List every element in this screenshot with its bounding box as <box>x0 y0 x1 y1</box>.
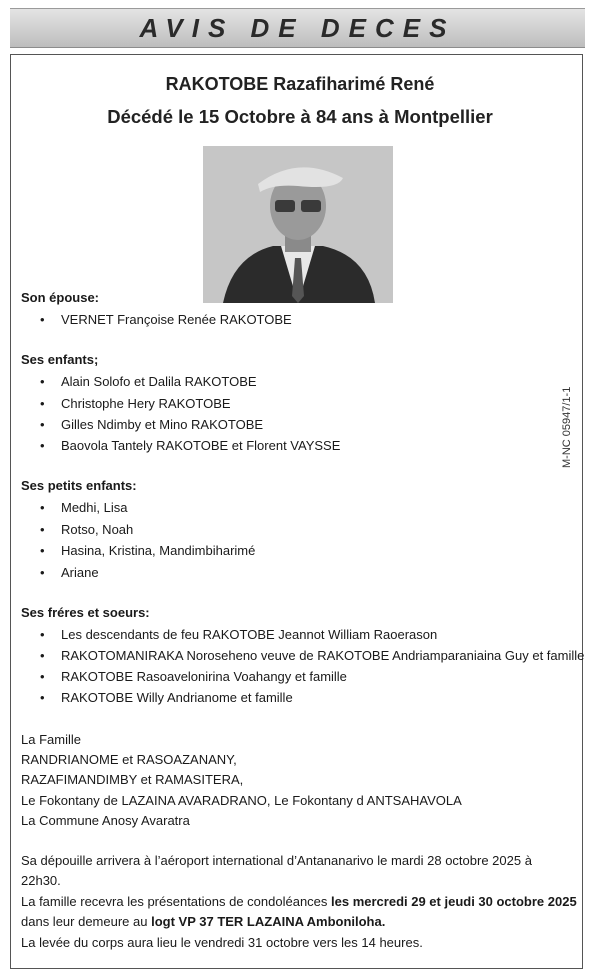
family-line: Le Fokontany de LAZAINA AVARADRANO, Le Fokontany d ANTSAHAVOLA <box>21 793 462 808</box>
notice-title: AVIS DE DECES <box>139 12 456 43</box>
siblings-heading: Ses fréres et soeurs: <box>21 605 150 620</box>
grandchildren-heading: Ses petits enfants: <box>21 478 137 493</box>
death-line: Décédé le 15 Octobre à 84 ans à Montpellier <box>107 106 493 127</box>
notice-header <box>10 8 585 48</box>
arrival-time: 22h30. <box>21 873 61 888</box>
condolences-line: La famille recevra les présentations de condoléances les mercredi 29 et jeudi 30 octobre 2025 <box>21 894 577 909</box>
family-line: RAZAFIMANDIMBY et RAMASITERA, <box>21 772 244 787</box>
residence-line: dans leur demeure au logt VP 37 TER LAZAINA Amboniloha. <box>21 914 386 929</box>
reference-code: M-NC 05947/1-1 <box>561 386 573 468</box>
family-line: La Commune Anosy Avaratra <box>21 813 190 828</box>
portrait-photo <box>203 146 393 303</box>
arrival-line: Sa dépouille arrivera à l’aéroport international d’Antananarivo le mardi 28 octobre 2025 à <box>21 853 532 868</box>
levee-line: La levée du corps aura lieu le vendredi 31 octobre vers les 14 heures. <box>21 935 423 950</box>
deceased-name: RAKOTOBE Razafiharimé René <box>165 74 435 94</box>
family-line: RANDRIANOME et RASOAZANANY, <box>21 752 237 767</box>
spouse-heading: Son épouse: <box>21 290 100 305</box>
family-line: La Famille <box>21 732 81 747</box>
children-heading: Ses enfants; <box>21 352 99 367</box>
